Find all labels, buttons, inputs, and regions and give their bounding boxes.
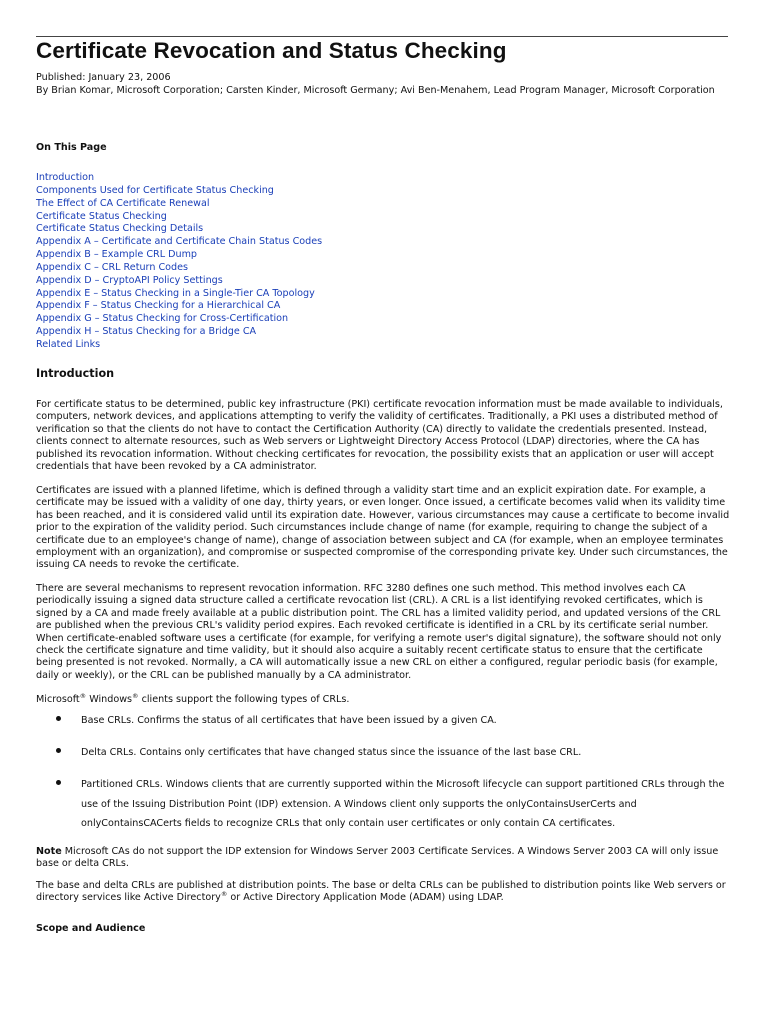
list-item-text: Delta CRLs. Contains only certificates that have changed status since the issuance of the last base CRL. [81,747,582,758]
on-this-page-heading: On This Page [36,142,107,153]
toc-item[interactable] [36,262,322,275]
intro-paragraph-3: There are several mechanisms to represent revocation information. RFC 3280 defines one such method. This method involves each CA periodically issuing a signed data structure called a certificate revocation list (CRL). A CRL is a list identifying revoked certificates, which is signed by a CA and made freely available at a public distribution point. The CRL has a limited validity period, and updated versions of the CRL are published when the previous CRL's validity period expires. Each revoked certificate is identified in a CRL by its certificate serial number. When certificate-enabled software uses a certificate (for example, for verifying a remote user's digital signature), the software should not only check the certificate signature and time validity, but it should also acquire a suitably recent certificate status to ensure that the certificate being presented is not revoked. Normally, a CA will automatically issue a new CRL on either a configured, regular periodic basis (for example, daily or weekly), or the CRL can be published manually by a CA administrator. [36,583,722,681]
scope-heading: Scope and Audience [36,923,146,934]
registered-mark: ® [220,890,228,899]
toc-link-ca-renewal[interactable]: The Effect of CA Certificate Renewal [36,197,210,209]
toc-item[interactable] [36,288,322,301]
registered-mark: ® [132,691,139,700]
intro-paragraph-1: For certificate status to be determined, public key infrastructure (PKI) certificate revocation information must be made available to individuals, computers, network devices, and applications attempting to verify the validity of certificates. Traditionally, a PKI uses a distributed method of verification so that the clients do not have to contact the Certification Authority (CA) directly to validate the credentials presented. Instead, clients connect to alternate resources, such as Web servers or Lightweight Directory Access Protocol (LDAP) directories, where the CA has published its revocation information. Without checking certificates for revocation, the possibility exists that an application or user will accept credentials that have been revoked by a CA administrator. [36,399,723,473]
crl-types-intro [36,691,732,706]
toc-item[interactable] [36,185,322,198]
article-meta [36,71,728,97]
intro-paragraph-2: Certificates are issued with a planned lifetime, which is defined through a validity start time and an explicit expiration date. For example, a certificate may be issued with a validity of one day, thirty years, or even longer. Once issued, a certificate becomes valid when its validity time has been reached, and it is considered valid until its expiration date. However, various circumstances may cause a certificate to become invalid prior to the expiration of the validity period. Such circumstances include change of name (for example, requiring to change the subject of a certificate due to an employee's change of name), change of association between subject and CA (for example, when an employee terminates employment with an organization), and compromise or suspected compromise of the corresponding private key. Under such circumstances, the issuing CA needs to revoke the certificate. [36,485,730,571]
toc-link-related-links[interactable]: Related Links [36,338,101,350]
authors: By Brian Komar, Microsoft Corporation; Carsten Kinder, Microsoft Germany; Avi Ben-Menahem, Lead Program Manager, Microsoft Corporation [36,85,715,96]
toc-link-status-details[interactable]: Certificate Status Checking Details [36,223,204,235]
bullet-icon [56,716,61,721]
note-label: Note [36,846,62,857]
toc-item[interactable] [36,326,322,339]
registered-mark: ® [79,691,87,700]
toc-item[interactable] [36,249,322,262]
table-of-contents [36,172,322,352]
toc-link-status-checking[interactable]: Certificate Status Checking [36,210,167,222]
text-span: clients support the following types of CRLs. [138,694,350,705]
toc-item[interactable] [36,172,322,185]
toc-link-appendix-h[interactable]: Appendix H – Status Checking for a Bridge CA [36,326,257,338]
page-title: Certificate Revocation and Status Checking [36,38,507,63]
toc-item[interactable] [36,223,322,236]
toc-link-appendix-e[interactable]: Appendix E – Status Checking in a Single-Tier CA Topology [36,287,315,299]
toc-link-appendix-d[interactable]: Appendix D – CryptoAPI Policy Settings [36,274,223,286]
note-paragraph [36,846,732,871]
introduction-heading: Introduction [36,367,115,380]
toc-item[interactable] [36,275,322,288]
bullet-icon [56,748,61,753]
toc-link-appendix-g[interactable]: Appendix G – Status Checking for Cross-Certification [36,313,289,325]
note-text: Microsoft CAs do not support the IDP extension for Windows Server 2003 Certificate Services. A Windows Server 2003 CA will only issue base or delta CRLs. [36,846,719,870]
toc-item[interactable] [36,198,322,211]
toc-link-appendix-c[interactable]: Appendix C – CRL Return Codes [36,261,189,273]
text-span: Microsoft [36,694,80,705]
list-item-text: Partitioned CRLs. Windows clients that are currently supported within the Microsoft lifecycle can support partitioned CRLs through the use of the Issuing Distribution Point (IDP) extension. A Windows client only supports the onlyContainsUserCerts and onlyContainsCACerts fields to recognize CRLs that only contain user certificates or only contain CA certificates. [81,779,725,829]
toc-link-components[interactable]: Components Used for Certificate Status Checking [36,184,274,196]
toc-link-appendix-a[interactable]: Appendix A – Certificate and Certificate Chain Status Codes [36,236,323,248]
published-date: Published: January 23, 2006 [36,72,171,83]
toc-link-appendix-b[interactable]: Appendix B – Example CRL Dump [36,249,198,261]
toc-link-appendix-f[interactable]: Appendix F – Status Checking for a Hierarchical CA [36,300,281,312]
text-span: or Active Directory Application Mode (ADAM) using LDAP. [227,892,504,904]
toc-item[interactable] [36,339,322,352]
publish-paragraph [36,880,732,905]
toc-item[interactable] [36,300,322,313]
bullet-icon [56,780,61,785]
list-item-text: Base CRLs. Confirms the status of all certificates that have been issued by a given CA. [81,715,497,726]
text-span: The base and delta CRLs are published at distribution points. The base or delta CRLs can be published to distribution points like Web servers or directory services like Active Directory [36,880,726,904]
toc-item[interactable] [36,211,322,224]
toc-item[interactable] [36,313,322,326]
text-span: Windows [86,694,133,705]
toc-link-introduction[interactable]: Introduction [36,172,95,183]
toc-item[interactable] [36,236,322,249]
